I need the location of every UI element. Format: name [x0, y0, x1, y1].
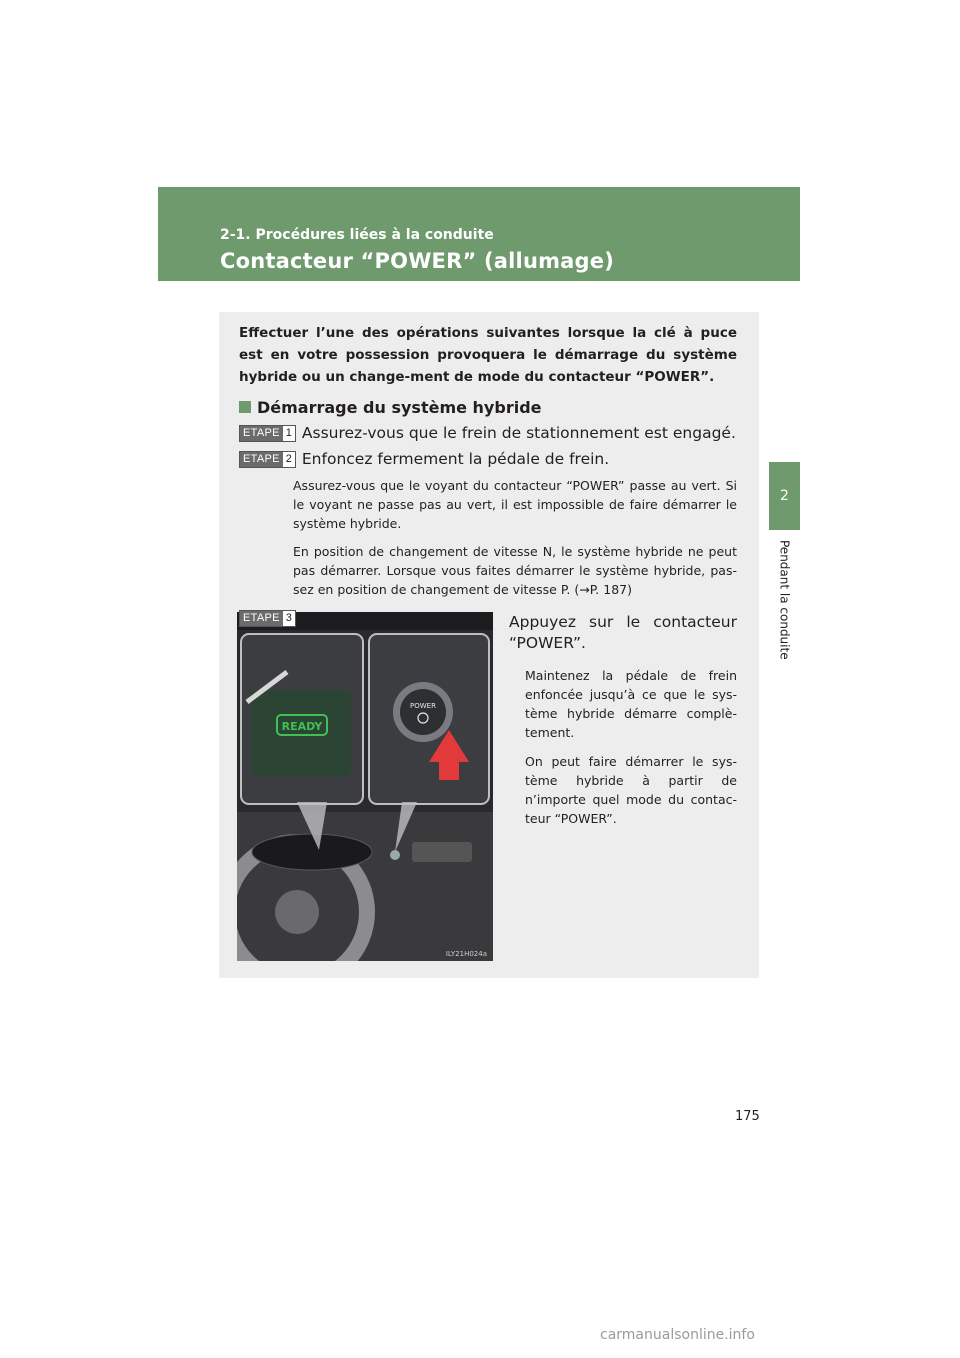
- step-badge-label: ETAPE: [240, 426, 283, 441]
- square-bullet-icon: [239, 401, 251, 413]
- dashboard-illustration: [237, 612, 493, 961]
- step-2: [239, 450, 609, 470]
- ready-label: READY: [281, 720, 323, 733]
- step-badge-number: 3: [283, 611, 295, 626]
- step-badge: [239, 610, 296, 627]
- subheading: [239, 398, 542, 417]
- subheading-text: Démarrage du système hybride: [257, 398, 542, 417]
- figure-code: ILY21H024a: [445, 950, 487, 958]
- watermark: carmanualsonline.info: [600, 1327, 755, 1343]
- power-label: POWER: [410, 702, 436, 710]
- section-label: 2-1. Procédures liées à la conduite: [220, 227, 494, 243]
- step-badge: [239, 425, 296, 442]
- content-box: [219, 312, 759, 978]
- step-3-text-line1: Appuyez sur le contacteur: [509, 613, 737, 631]
- step-2-text: Enfoncez fermement la pédale de frein.: [301, 450, 610, 468]
- ready-display: [251, 690, 351, 776]
- chapter-tab[interactable]: 2: [769, 462, 800, 530]
- step-badge-number: 2: [283, 452, 295, 467]
- step-3-text-line2: “POWER”.: [509, 634, 586, 652]
- page-title: Contacteur “POWER” (allumage): [220, 249, 615, 273]
- step-2-note-1: Assurez-vous que le voyant du contacteur “POWER” passe au vert. Si le voyant ne passe pas au vert, il est impossible de faire démarrer le système hybride.: [293, 478, 737, 531]
- chapter-header: [158, 187, 800, 281]
- chapter-tab-label: Pendant la conduite: [777, 540, 792, 660]
- step-badge: [239, 451, 296, 468]
- step-3-badge-wrap: [239, 610, 302, 628]
- intro-text: Effectuer l’une des opérations suivantes lorsque la clé à puce est en votre possession provoquera le démarrage du système hybride ou un change-ment de mode du contacteur “POWER”.: [239, 325, 737, 385]
- step-badge-label: ETAPE: [240, 452, 283, 467]
- steering-hub: [275, 890, 319, 934]
- instrument-cluster: [252, 834, 372, 870]
- power-button-small: [390, 850, 400, 860]
- step-badge-number: 1: [283, 426, 295, 441]
- step-3-note-1: Maintenez la pédale de frein enfoncée jusqu’à ce que le sys-tème hybride démarre complè-tement.: [525, 668, 737, 740]
- step-3-note-2: On peut faire démarrer le sys-tème hybride à partir de n’importe quel mode du contac-teur “POWER”.: [525, 754, 737, 826]
- step-1: [239, 424, 736, 444]
- air-vent: [412, 842, 472, 862]
- dashboard-photo: [237, 612, 493, 961]
- step-badge-label: ETAPE: [240, 611, 283, 626]
- page-number: 175: [735, 1109, 760, 1124]
- step-1-text: Assurez-vous que le frein de stationnement est engagé.: [301, 424, 736, 442]
- power-button: [400, 689, 446, 735]
- step-2-note-2: En position de changement de vitesse N, le système hybride ne peut pas démarrer. Lorsque vous faites démarrer le système hybride, pas-sez en position de changement de vitesse P. (→P. 187): [293, 544, 737, 597]
